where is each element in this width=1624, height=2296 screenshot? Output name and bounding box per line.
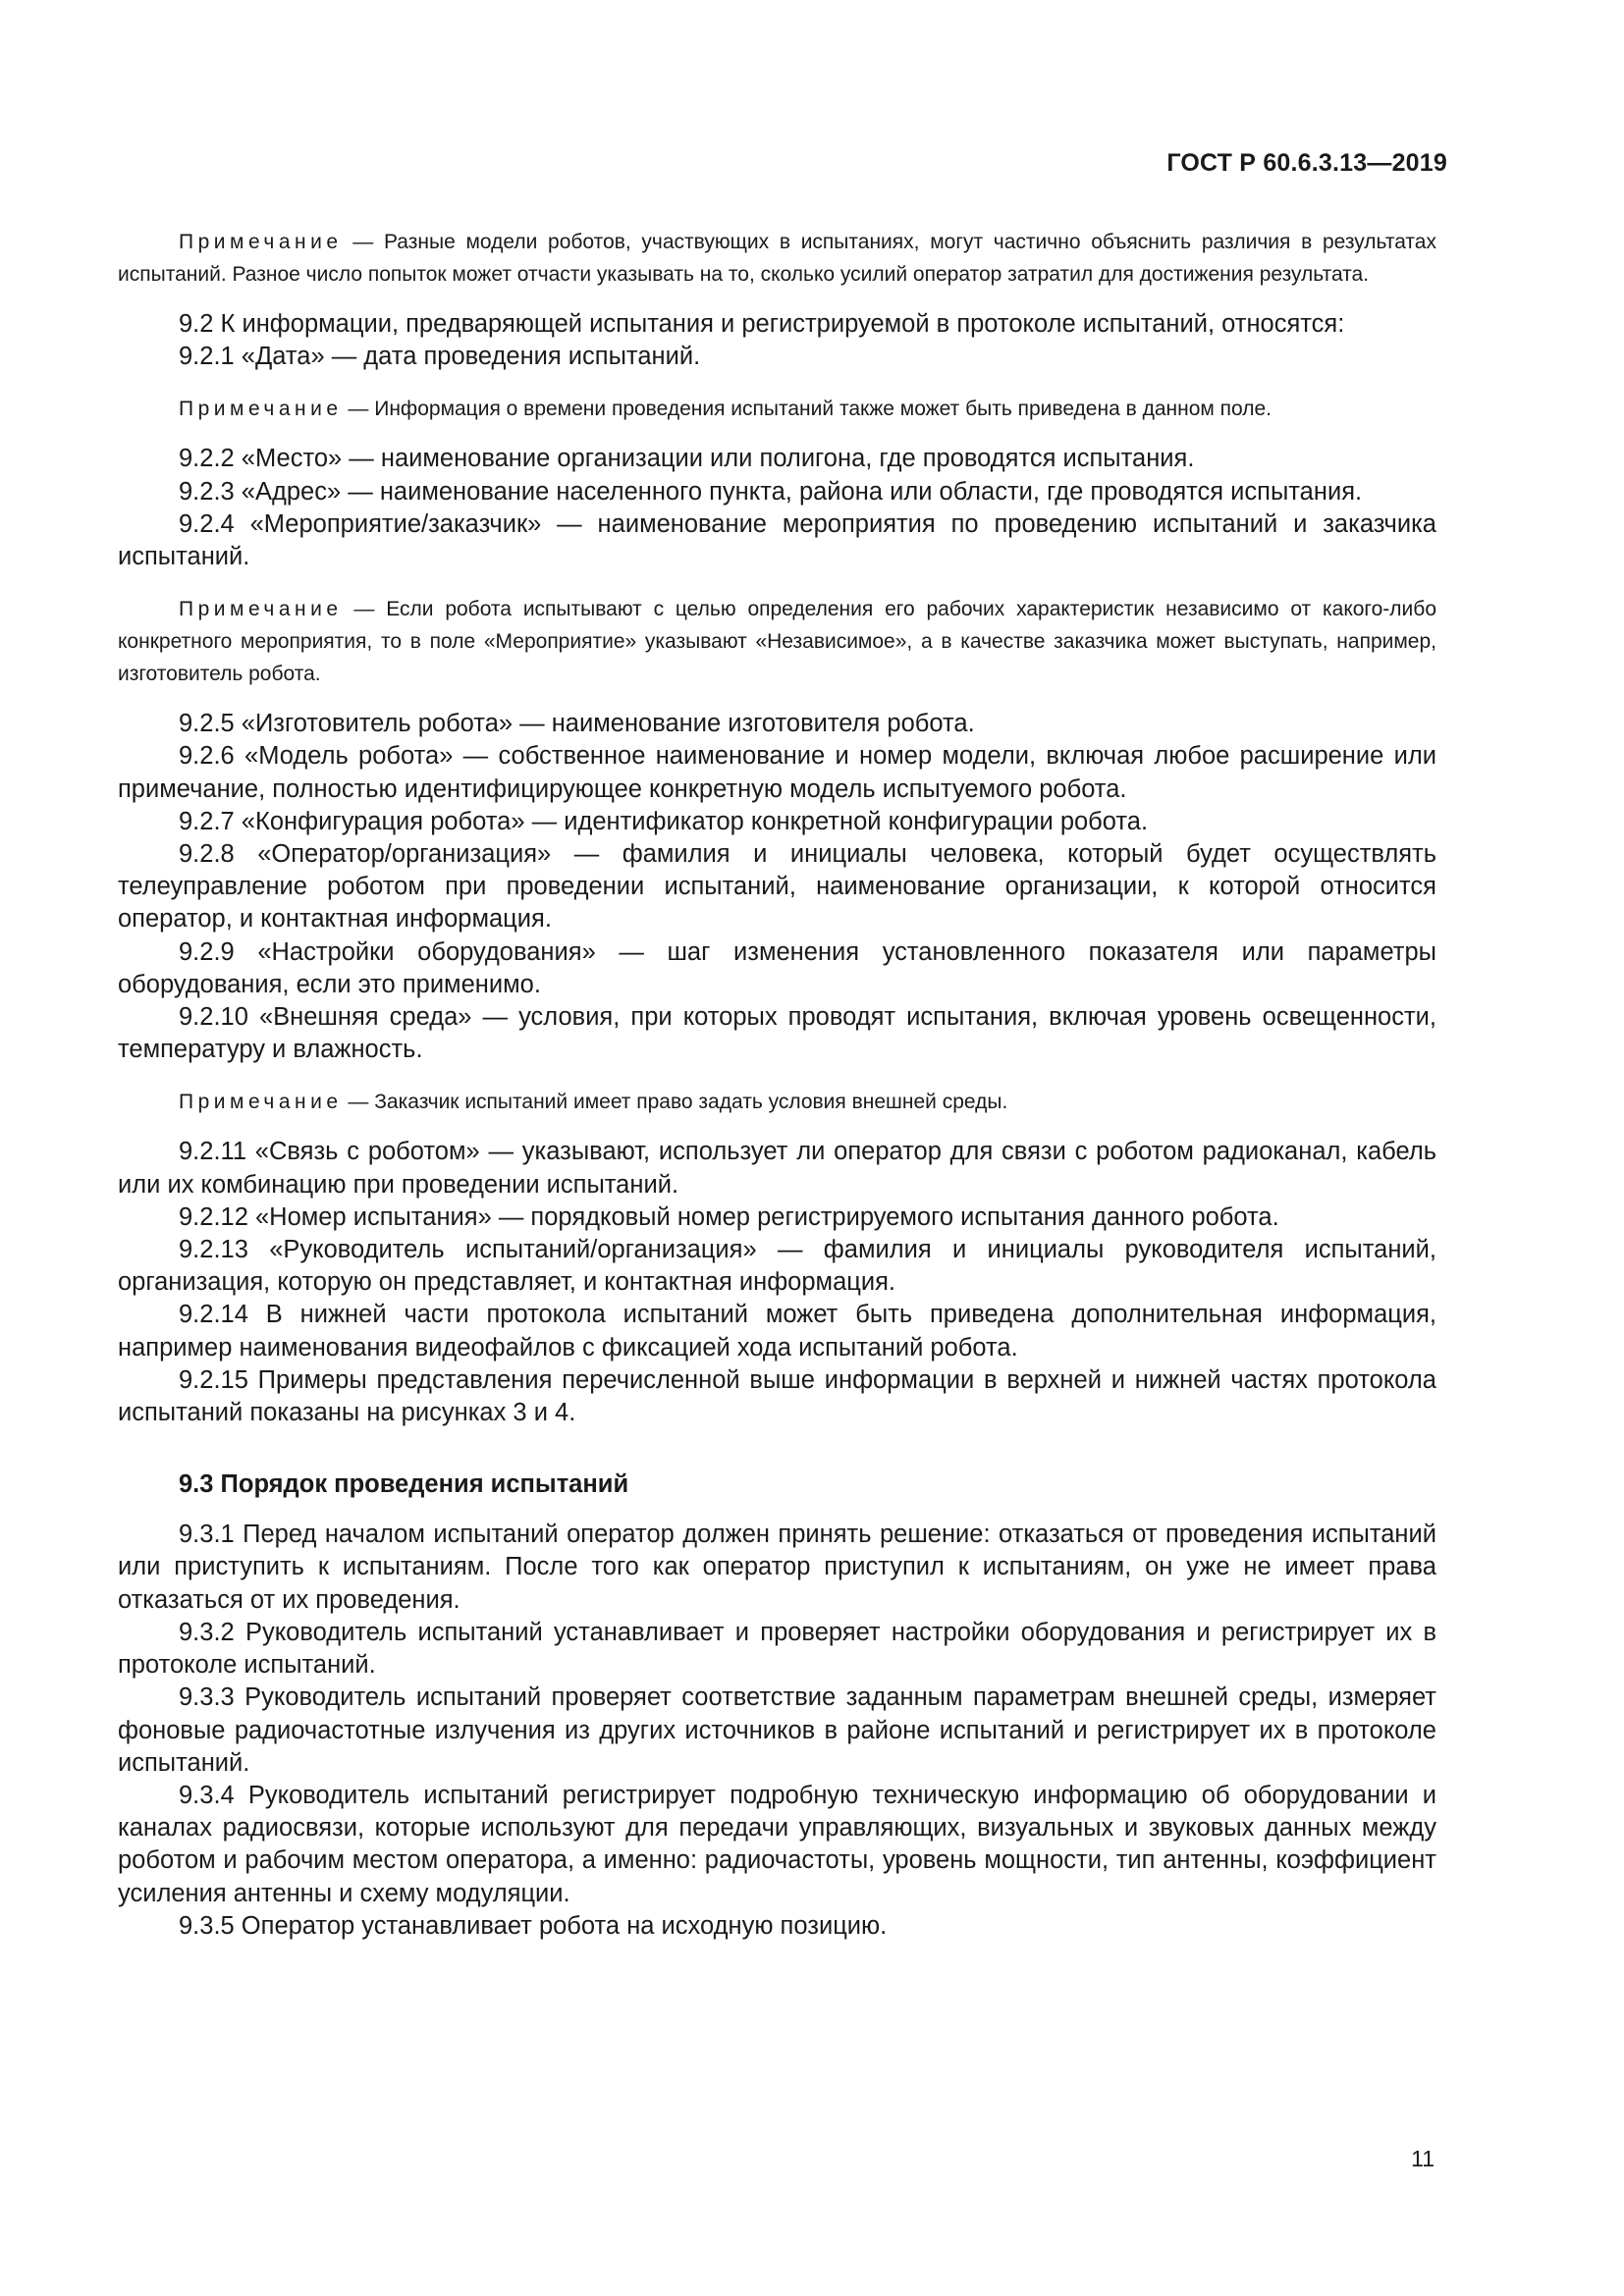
note-paragraph (118, 226, 1436, 291)
note-label: Примечание (179, 1091, 343, 1114)
clause-9-3-3: 9.3.3 Руководитель испытаний проверяет соответствие заданным параметрам внешней среды, измеряет фоновые радиочастотные излучения из других источников в районе испытаний и регистрирует их в протоколе испытаний. (118, 1683, 1436, 1777)
clause-9-2: 9.2 К информации, предваряющей испытания и регистрируемой в протоколе испытаний, относятся: (179, 310, 1345, 338)
clause-9-3-1: 9.3.1 Перед началом испытаний оператор должен принять решение: отказаться от проведения испытаний или приступить к испытаниям. После того как оператор приступил к испытаниям, он уже не имеет права отказаться от их проведения. (118, 1521, 1436, 1614)
clause-9-3-4: 9.3.4 Руководитель испытаний регистрирует подробную техническую информацию об оборудовании и каналах радиосвязи, которые используют для передачи управляющих, визуальных и звуковых данных между роботом и рабочим местом оператора, а именно: радиочастоты, уровень мощности, тип антенны, коэффициент усиления антенны и схему модуляции. (118, 1781, 1436, 1907)
note-paragraph (118, 393, 1436, 425)
note-paragraph (118, 1086, 1436, 1118)
clause-9-3-5: 9.3.5 Оператор устанавливает робота на исходную позицию. (179, 1911, 888, 1940)
clause-9-2-6: 9.2.6 «Модель робота» — собственное наименование и номер модели, включая любое расширение или примечание, полностью идентифицирующее конкретную модель испытуемого робота. (118, 742, 1436, 803)
clause-9-2-10: 9.2.10 «Внешняя среда» — условия, при которых проводят испытания, включая уровень освещенности, температуру и влажность. (118, 1003, 1436, 1064)
note-text: — Если робота испытывают с целью определения его рабочих характеристик независимо от какого-либо конкретного мероприятия, то в поле «Мероприятие» указывают «Независимое», а в качестве заказчика может выступать, например, изготовитель робота. (118, 598, 1436, 686)
note-text: — Разные модели роботов, участвующих в испытаниях, могут частично объяснить различия в результатах испытаний. Разное число попыток может отчасти указывать на то, сколько усилий оператор затратил для достижения результата. (118, 231, 1436, 286)
note-text: — Информация о времени проведения испытаний также может быть приведена в данном поле. (348, 398, 1272, 421)
clause-9-3-2: 9.3.2 Руководитель испытаний устанавливает и проверяет настройки оборудования и регистрирует их в протоколе испытаний. (118, 1618, 1436, 1680)
clause-9-2-4: 9.2.4 «Мероприятие/заказчик» — наименование мероприятия по проведению испытаний и заказчика испытаний. (118, 509, 1436, 571)
clause-9-2-5: 9.2.5 «Изготовитель робота» — наименование изготовителя робота. (179, 710, 975, 738)
clause-9-2-14: 9.2.14 В нижней части протокола испытаний может быть приведена дополнительная информация, например наименования видеофайлов с фиксацией хода испытаний робота. (118, 1301, 1436, 1362)
page-body (118, 226, 1436, 1943)
note-label: Примечание (179, 231, 343, 253)
clause-9-2-7: 9.2.7 «Конфигурация робота» — идентификатор конкретной конфигурации робота. (179, 807, 1149, 835)
note-text: — Заказчик испытаний имеет право задать условия внешней среды. (348, 1091, 1008, 1114)
clause-9-2-13: 9.2.13 «Руководитель испытаний/организация» — фамилия и инициалы руководителя испытаний, организация, которую он представляет, и контактная информация. (118, 1236, 1436, 1297)
section-title: 9.3 Порядок проведения испытаний (179, 1470, 629, 1499)
page-number: 11 (1411, 2146, 1435, 2171)
document-code: ГОСТ Р 60.6.3.13—2019 (1166, 149, 1447, 177)
note-paragraph (118, 593, 1436, 690)
clause-9-2-1: 9.2.1 «Дата» — дата проведения испытаний. (179, 343, 701, 371)
note-label: Примечание (179, 598, 343, 621)
clause-9-2-3: 9.2.3 «Адрес» — наименование населенного пункта, района или области, где проводятся испытания. (179, 477, 1363, 506)
note-label: Примечание (179, 398, 343, 421)
clause-9-2-15: 9.2.15 Примеры представления перечисленной выше информации в верхней и нижней частях протокола испытаний показаны на рисунках 3 и 4. (118, 1365, 1436, 1427)
clause-9-2-9: 9.2.9 «Настройки оборудования» — шаг изменения установленного показателя или параметры оборудования, если это применимо. (118, 937, 1436, 998)
clause-9-2-11: 9.2.11 «Связь с роботом» — указывают, использует ли оператор для связи с роботом радиоканал, кабель или их комбинацию при проведении испытаний. (118, 1138, 1436, 1199)
clause-9-2-2: 9.2.2 «Место» — наименование организации или полигона, где проводятся испытания. (179, 445, 1195, 473)
clause-9-2-12: 9.2.12 «Номер испытания» — порядковый номер регистрируемого испытания данного робота. (179, 1202, 1279, 1231)
clause-9-2-8: 9.2.8 «Оператор/организация» — фамилия и инициалы человека, который будет осуществлять телеуправление роботом при проведении испытаний, наименование организации, к которой относится оператор, и контактная информация. (118, 840, 1436, 934)
